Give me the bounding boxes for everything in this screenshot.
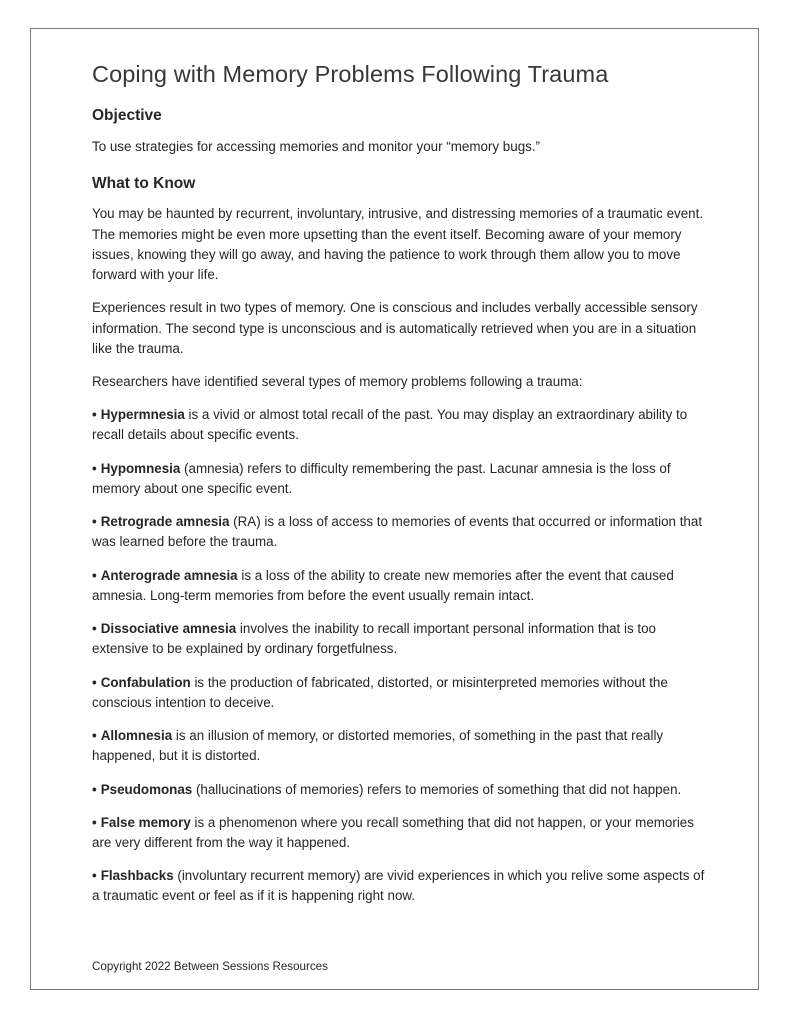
bullet-text: (hallucinations of memories) refers to memories of something that did not happen. (192, 781, 682, 797)
bullet-term: Confabulation (100, 674, 191, 690)
bullet-term: Hypermnesia (100, 407, 185, 423)
bullet-text: is a loss of the ability to create new memories after the event that caused amnesia. Long-term memories from before the event usually remain intact. (92, 567, 674, 603)
objective-heading: Objective (92, 107, 162, 125)
bullet-marker: • (92, 460, 97, 476)
bullet-item-confabulation (92, 673, 706, 713)
bullet-term: Pseudomonas (100, 781, 193, 797)
bullet-text: is a phenomenon where you recall something that did not happen, or your memories are very different from the way it happened. (92, 814, 694, 850)
bullet-text: is an illusion of memory, or distorted memories, of something in the past that really happened, but it is distorted. (92, 728, 664, 764)
what-to-know-paragraph: Experiences result in two types of memory. One is conscious and includes verbally accessible sensory information. The second type is unconscious and is automatically retrieved when you are in a situation like the trauma. (92, 300, 698, 356)
bullet-item-anterograde-amnesia (92, 566, 706, 606)
bullet-term: Flashbacks (100, 868, 174, 884)
bullet-item-pseudomonas (92, 780, 706, 800)
bullet-marker: • (92, 814, 97, 830)
bullet-marker: • (92, 567, 97, 583)
bullet-marker: • (92, 728, 97, 744)
bullet-term: Hypomnesia (100, 460, 181, 476)
bullet-item-flashbacks (92, 866, 706, 906)
what-to-know-paragraph: You may be haunted by recurrent, involuntary, intrusive, and distressing memories of a traumatic event. The memories might be even more upsetting than the event itself. Becoming aware of your memory issues, knowing they will go away, and having the patience to work through them allow you to move forward with your life. (92, 206, 704, 283)
bullet-marker: • (92, 407, 97, 423)
bullet-marker: • (92, 868, 97, 884)
bullet-text: is a vivid or almost total recall of the past. You may display an extraordinary ability to recall details about specific events. (92, 407, 688, 443)
bullet-term: Anterograde amnesia (100, 567, 238, 583)
page-content (92, 60, 706, 920)
copyright-footer: Copyright 2022 Between Sessions Resources (92, 960, 328, 973)
objective-paragraph: To use strategies for accessing memories and monitor your “memory bugs.” (92, 138, 541, 154)
bullet-term: Retrograde amnesia (100, 514, 230, 530)
bullet-text: (amnesia) refers to difficulty remembering the past. Lacunar amnesia is the loss of memory about one specific event. (92, 460, 671, 496)
bullet-text: (involuntary recurrent memory) are vivid experiences in which you relive some aspects of a traumatic event or feel as if it is happening right now. (92, 868, 705, 904)
bullet-marker: • (92, 674, 97, 690)
bullet-text: involves the inability to recall important personal information that is too extensive to be explained by ordinary forgetfulness. (92, 621, 656, 657)
bullet-item-hypermnesia (92, 405, 706, 445)
bullet-text: (RA) is a loss of access to memories of events that occurred or information that was learned before the trauma. (92, 514, 703, 550)
what-to-know-heading: What to Know (92, 174, 196, 192)
bullet-text: is the production of fabricated, distorted, or misinterpreted memories without the conscious intention to deceive. (92, 674, 668, 710)
bullet-term: Dissociative amnesia (100, 621, 237, 637)
bullet-term: Allomnesia (100, 728, 173, 744)
bullet-marker: • (92, 514, 97, 530)
bullet-item-hypomnesia (92, 459, 706, 499)
page-title: Coping with Memory Problems Following Trauma (92, 61, 609, 87)
bullet-marker: • (92, 621, 97, 637)
bullet-item-false-memory (92, 813, 706, 853)
bullet-term: False memory (100, 814, 191, 830)
what-to-know-paragraph: Researchers have identified several types of memory problems following a trauma: (92, 374, 583, 389)
bullet-item-allomnesia (92, 726, 706, 766)
bullet-item-retrograde-amnesia (92, 512, 706, 552)
bullet-item-dissociative-amnesia (92, 619, 706, 659)
bullet-marker: • (92, 781, 97, 797)
